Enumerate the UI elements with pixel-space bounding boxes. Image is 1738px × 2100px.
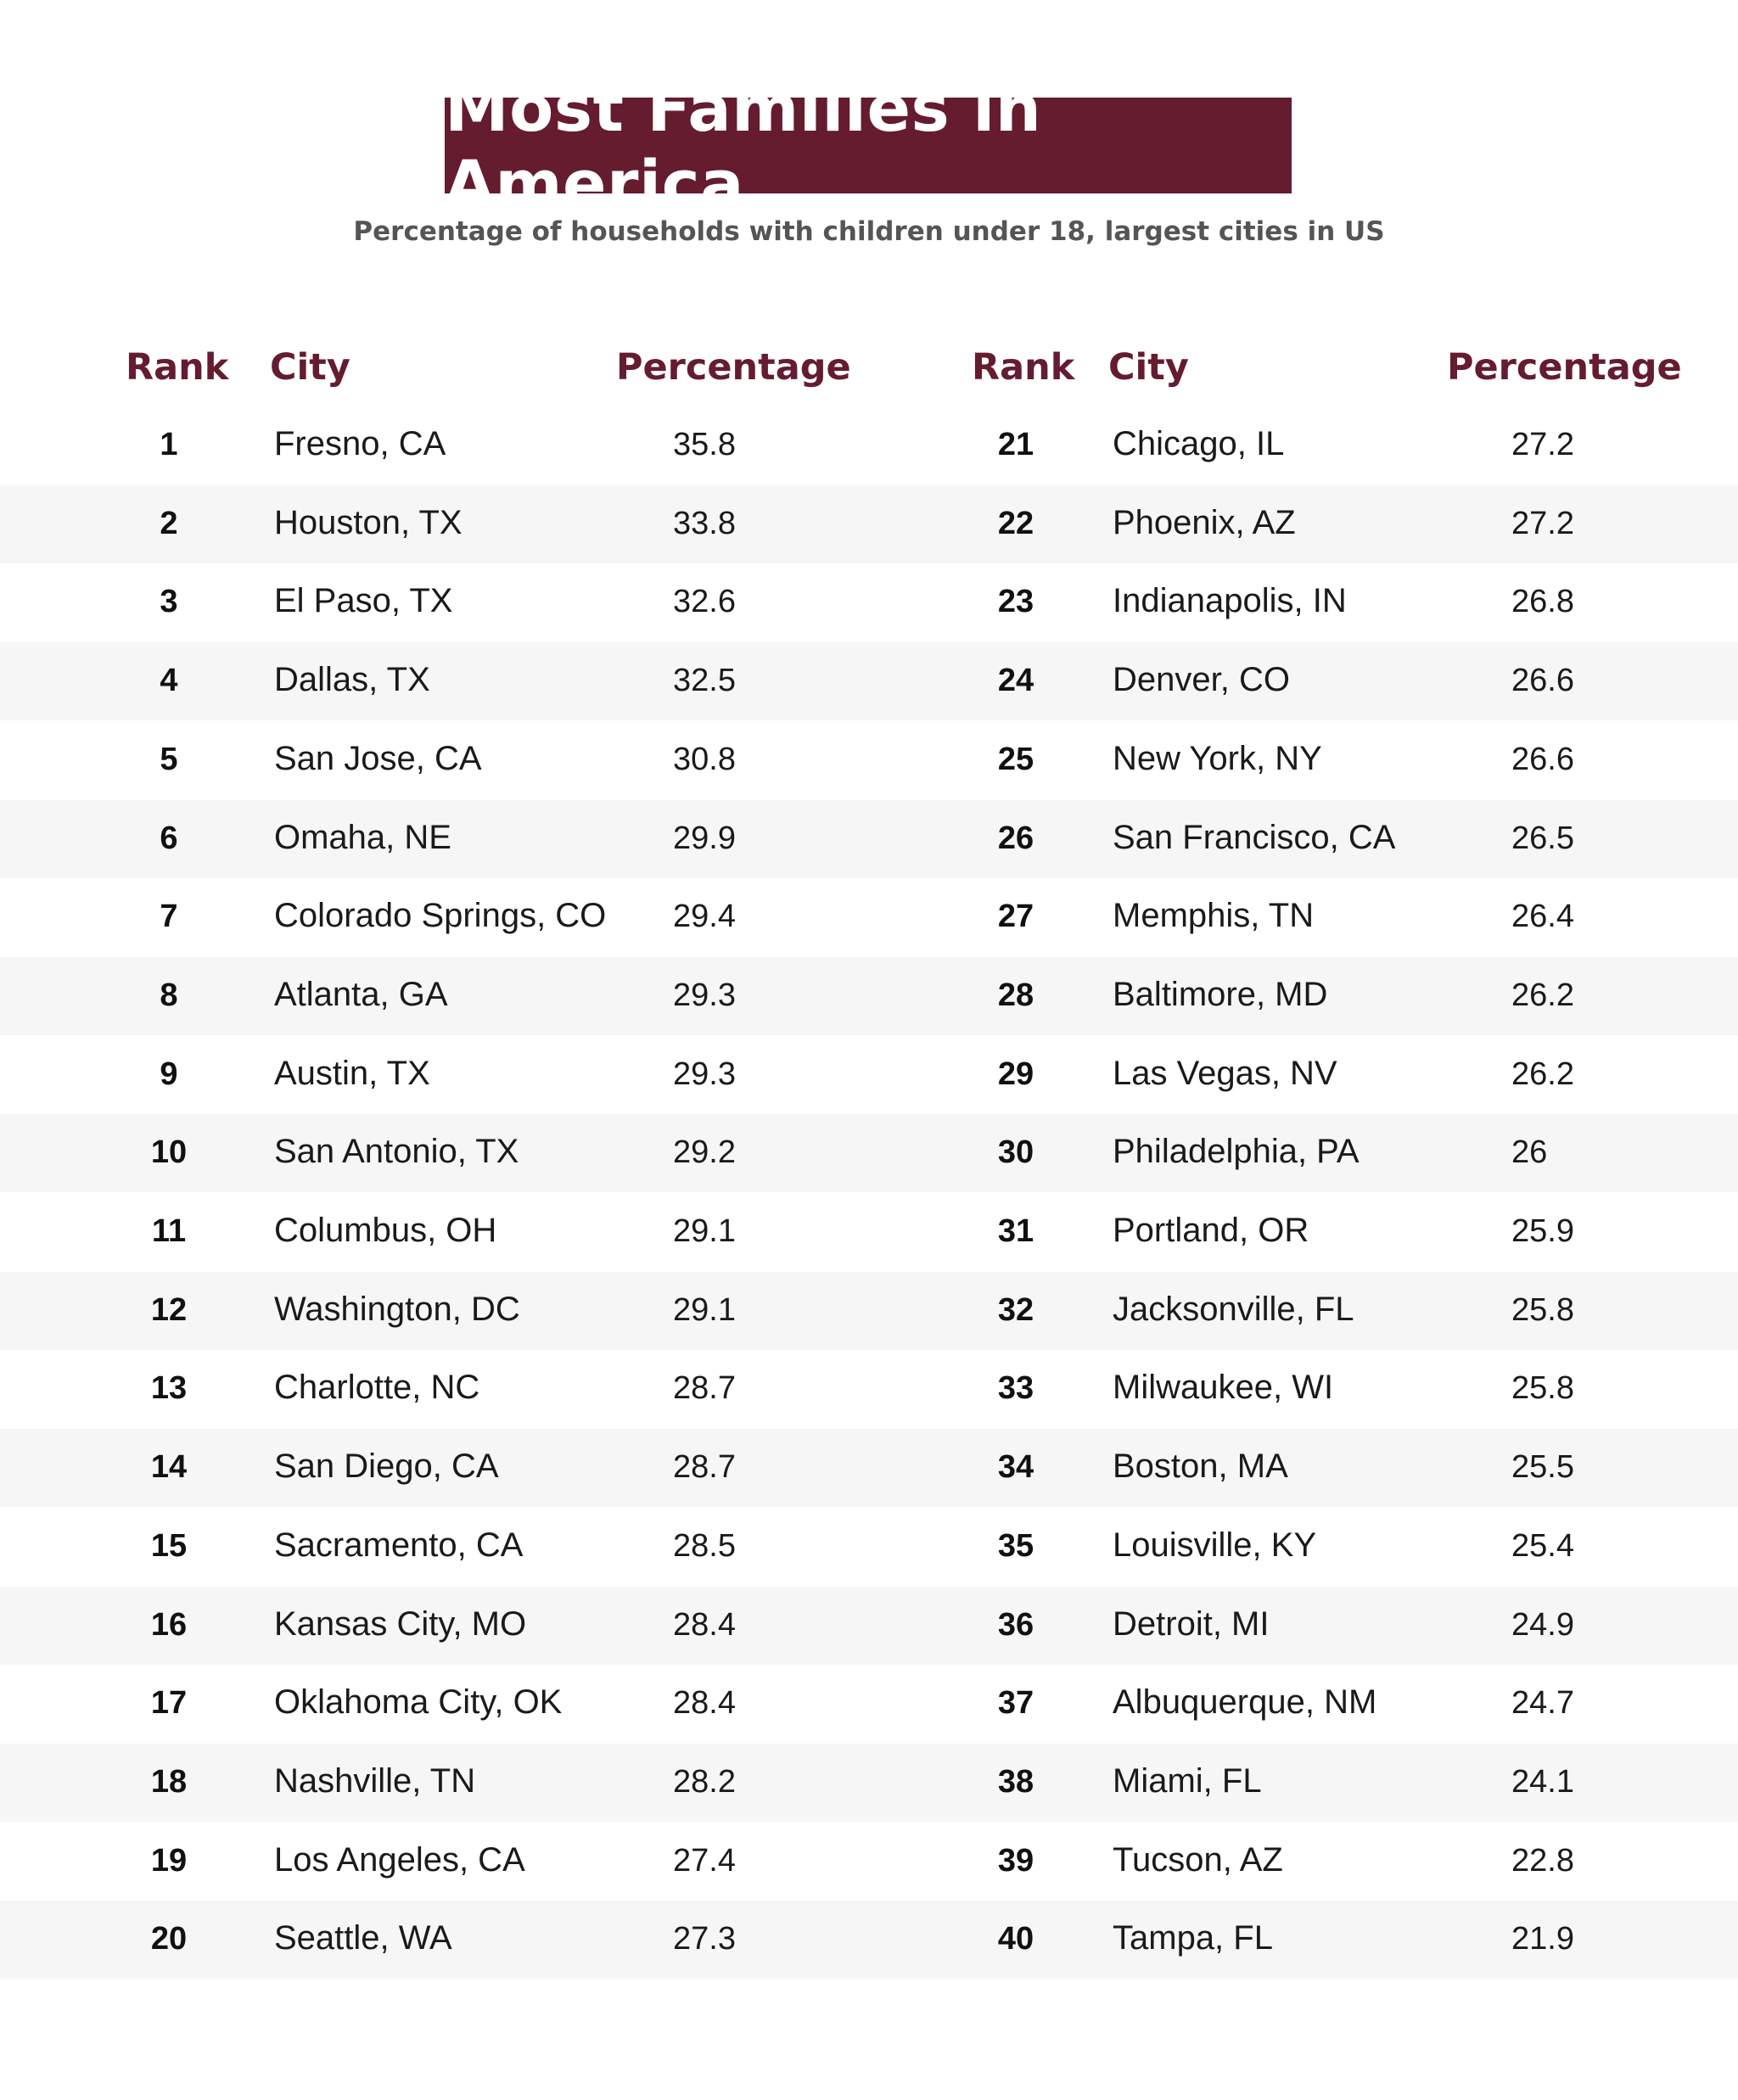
table-row-city: Omaha, NE	[274, 819, 451, 856]
table-row-percentage: 29.2	[673, 1134, 736, 1170]
table-row-rank: 38	[997, 1764, 1034, 1800]
row-stripe	[0, 485, 1738, 563]
table-row-percentage: 27.2	[1511, 427, 1574, 462]
table-row-rank: 30	[997, 1134, 1034, 1170]
row-stripe	[0, 1587, 1738, 1665]
table-row-rank: 17	[150, 1685, 188, 1721]
table-row-city: Albuquerque, NM	[1113, 1683, 1377, 1721]
row-stripe	[0, 957, 1738, 1035]
table-row-rank: 9	[160, 1056, 178, 1092]
table-row-rank: 32	[997, 1292, 1034, 1328]
table-row-city: San Jose, CA	[274, 740, 482, 777]
table-row-rank: 25	[997, 742, 1034, 777]
table-row-percentage: 29.9	[673, 820, 736, 856]
subtitle: Percentage of households with children under 18, largest cities in US	[353, 216, 1385, 247]
header-rank-right: Rank	[972, 346, 1075, 389]
table-row-percentage: 28.4	[673, 1607, 736, 1643]
table-row-city: El Paso, TX	[274, 582, 453, 619]
table-row-city: Nashville, TN	[274, 1762, 476, 1800]
table-row-percentage: 25.4	[1511, 1528, 1574, 1564]
table-row-city: Phoenix, AZ	[1113, 504, 1296, 541]
table-row-rank: 40	[997, 1921, 1034, 1957]
table-row-percentage: 22.8	[1511, 1843, 1574, 1879]
table-row-city: Austin, TX	[274, 1055, 430, 1092]
table-row-rank: 22	[997, 506, 1034, 541]
table-row-rank: 33	[997, 1370, 1034, 1406]
table-row-percentage: 26.2	[1511, 1056, 1574, 1092]
table-row-percentage: 26.6	[1511, 663, 1574, 698]
table-row-city: Louisville, KY	[1113, 1526, 1317, 1564]
row-stripe	[0, 1429, 1738, 1507]
table-row-rank: 6	[160, 820, 178, 856]
table-row-rank: 37	[997, 1685, 1034, 1721]
header-rank-left: Rank	[126, 346, 229, 389]
table-row-percentage: 27.4	[673, 1843, 736, 1879]
table-row-percentage: 21.9	[1511, 1921, 1574, 1957]
table-row-percentage: 29.3	[673, 977, 736, 1013]
table-row-percentage: 24.9	[1511, 1607, 1574, 1643]
table-row-rank: 23	[997, 584, 1034, 619]
table-row-rank: 10	[150, 1134, 188, 1170]
row-stripe	[0, 1114, 1738, 1192]
table-row-city: Tampa, FL	[1113, 1919, 1273, 1957]
table-row-rank: 15	[150, 1528, 188, 1564]
row-stripe	[0, 642, 1738, 720]
table-row-percentage: 32.6	[673, 584, 736, 619]
table-row-percentage: 26.2	[1511, 977, 1574, 1013]
table-row-rank: 2	[160, 506, 178, 541]
table-row-rank: 36	[997, 1607, 1034, 1643]
table-row-city: New York, NY	[1113, 740, 1322, 777]
table-row-rank: 14	[150, 1449, 188, 1485]
table-row-percentage: 29.4	[673, 899, 736, 934]
row-stripe	[0, 1272, 1738, 1350]
table-row-rank: 18	[150, 1764, 188, 1800]
table-row-rank: 5	[160, 742, 178, 777]
table-row-rank: 4	[160, 663, 178, 698]
header-percentage-left: Percentage	[616, 346, 851, 389]
table-row-city: Washington, DC	[274, 1291, 520, 1328]
table-row-city: Houston, TX	[274, 504, 463, 541]
table-row-percentage: 27.3	[673, 1921, 736, 1957]
table-row-percentage: 29.3	[673, 1056, 736, 1092]
table-row-percentage: 24.7	[1511, 1685, 1574, 1721]
table-row-city: San Antonio, TX	[274, 1133, 519, 1170]
table-row-percentage: 35.8	[673, 427, 736, 462]
table-row-percentage: 26.4	[1511, 899, 1574, 934]
table-row-rank: 1	[160, 427, 178, 462]
table-row-city: Miami, FL	[1113, 1762, 1262, 1800]
table-row-percentage: 24.1	[1511, 1764, 1574, 1800]
table-row-city: Las Vegas, NV	[1113, 1055, 1337, 1092]
table-row-rank: 34	[997, 1449, 1034, 1485]
table-row-city: San Francisco, CA	[1113, 819, 1396, 856]
table-row-rank: 13	[150, 1370, 188, 1406]
table-row-percentage: 28.7	[673, 1370, 736, 1406]
table-row-rank: 26	[997, 820, 1034, 856]
table-row-rank: 28	[997, 977, 1034, 1013]
table-row-percentage: 25.9	[1511, 1213, 1574, 1249]
table-row-rank: 35	[997, 1528, 1034, 1564]
table-row-percentage: 28.5	[673, 1528, 736, 1564]
table-row-city: Boston, MA	[1113, 1448, 1288, 1485]
table-row-rank: 24	[997, 663, 1034, 698]
table-row-rank: 12	[150, 1292, 188, 1328]
table-row-city: San Diego, CA	[274, 1448, 499, 1485]
row-stripe	[0, 1744, 1738, 1822]
table-row-city: Fresno, CA	[274, 425, 446, 462]
table-row-city: Milwaukee, WI	[1113, 1369, 1334, 1406]
header-city-left: City	[270, 346, 350, 389]
row-stripe	[0, 1901, 1738, 1979]
table-row-city: Tucson, AZ	[1113, 1841, 1283, 1879]
table-row-percentage: 26	[1511, 1134, 1548, 1170]
table-row-city: Oklahoma City, OK	[274, 1683, 563, 1721]
table-row-rank: 21	[997, 427, 1034, 462]
table-row-rank: 31	[997, 1213, 1034, 1249]
table-row-rank: 19	[150, 1843, 188, 1879]
table-row-city: Jacksonville, FL	[1113, 1291, 1354, 1328]
table-row-percentage: 29.1	[673, 1292, 736, 1328]
table-row-percentage: 28.7	[673, 1449, 736, 1485]
header-city-right: City	[1108, 346, 1189, 389]
table-row-percentage: 26.6	[1511, 742, 1574, 777]
table-row-rank: 11	[151, 1213, 187, 1249]
table-row-percentage: 26.8	[1511, 584, 1574, 619]
table-row-city: Denver, CO	[1113, 661, 1290, 698]
table-row-percentage: 32.5	[673, 663, 736, 698]
row-stripe	[0, 800, 1738, 878]
table-row-city: Baltimore, MD	[1113, 976, 1328, 1013]
page-title: Most Families in America	[445, 70, 1042, 221]
table-row-percentage: 28.2	[673, 1764, 736, 1800]
table-row-city: Chicago, IL	[1113, 425, 1285, 462]
table-row-rank: 29	[997, 1056, 1034, 1092]
table-row-city: Portland, OR	[1113, 1212, 1309, 1249]
table-row-percentage: 25.8	[1511, 1292, 1574, 1328]
table-row-city: Memphis, TN	[1113, 897, 1315, 934]
table-row-percentage: 25.8	[1511, 1370, 1574, 1406]
table-row-percentage: 30.8	[673, 742, 736, 777]
table-row-city: Los Angeles, CA	[274, 1841, 525, 1879]
table-row-city: Philadelphia, PA	[1113, 1133, 1360, 1170]
table-row-percentage: 26.5	[1511, 820, 1574, 856]
table-row-rank: 20	[150, 1921, 188, 1957]
table-row-rank: 16	[150, 1607, 188, 1643]
table-row-rank: 7	[160, 899, 178, 934]
header-percentage-right: Percentage	[1447, 346, 1682, 389]
table-row-city: Seattle, WA	[274, 1919, 452, 1957]
table-row-percentage: 27.2	[1511, 506, 1574, 541]
title-banner	[445, 70, 1292, 221]
table-row-city: Dallas, TX	[274, 661, 430, 698]
table-row-city: Columbus, OH	[274, 1212, 497, 1249]
table-row-city: Kansas City, MO	[274, 1605, 527, 1643]
table-row-rank: 3	[160, 584, 178, 619]
table-row-percentage: 29.1	[673, 1213, 736, 1249]
table-row-percentage: 28.4	[673, 1685, 736, 1721]
table-row-rank: 27	[997, 899, 1034, 934]
table-row-percentage: 25.5	[1511, 1449, 1574, 1485]
table-row-city: Charlotte, NC	[274, 1369, 480, 1406]
table-row-city: Detroit, MI	[1113, 1605, 1270, 1643]
table-row-city: Indianapolis, IN	[1113, 582, 1347, 619]
table-row-city: Colorado Springs, CO	[274, 897, 607, 934]
table-row-city: Sacramento, CA	[274, 1526, 524, 1564]
table-row-rank: 39	[997, 1843, 1034, 1879]
table-row-percentage: 33.8	[673, 506, 736, 541]
table-row-rank: 8	[160, 977, 178, 1013]
table-row-city: Atlanta, GA	[274, 976, 448, 1013]
